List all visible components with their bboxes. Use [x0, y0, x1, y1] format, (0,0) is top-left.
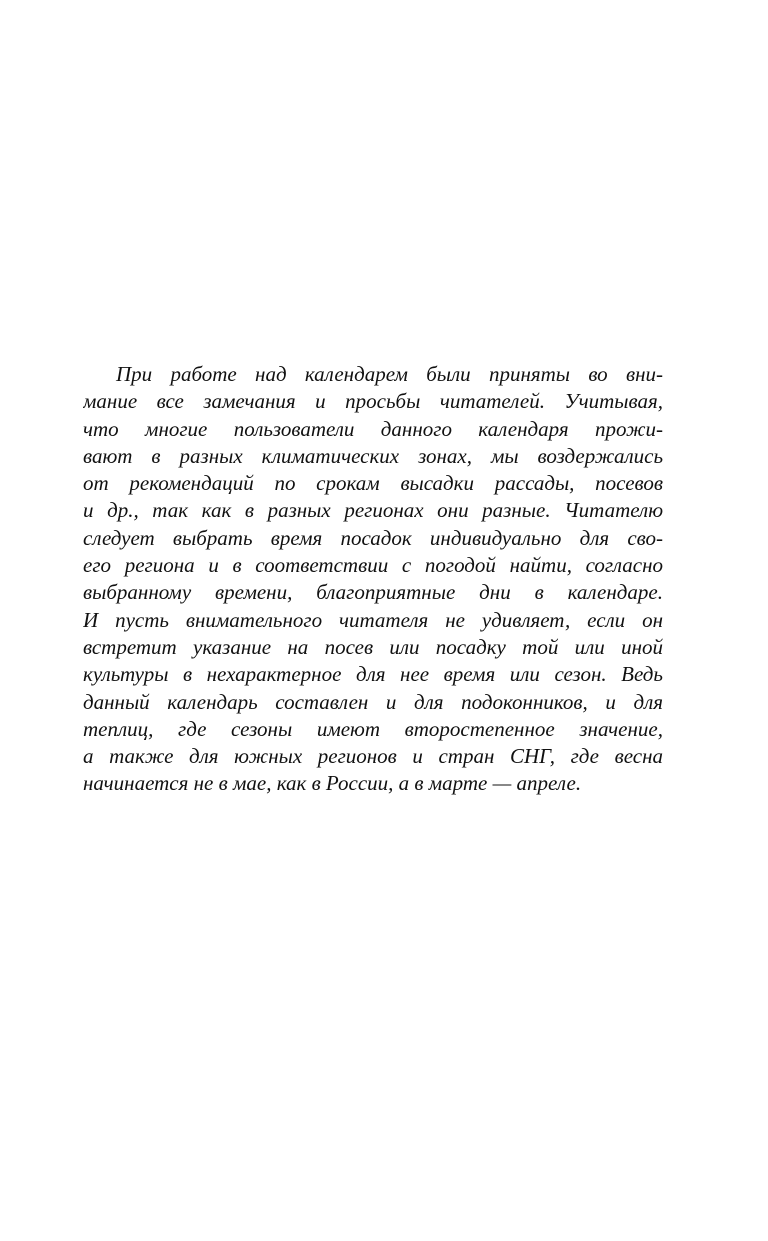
paragraph-line: начинается не в мае, как в России, а в марте — апреле. [83, 771, 582, 796]
paragraph-line: При работе над календарем были приняты во вни- [116, 362, 663, 386]
paragraph-line: выбранному времени, благоприятные дни в календаре. [83, 580, 663, 605]
paragraph-line: культуры в нехарактерное для нее время или сезон. Ведь [83, 662, 663, 687]
paragraph-line: мание все замечания и просьбы читателей. Учитывая, [83, 389, 663, 414]
paragraph-line: от рекомендаций по срокам высадки рассады, посевов [83, 471, 663, 496]
paragraph-line: а также для южных регионов и стран СНГ, где весна [83, 744, 663, 769]
paragraph-line: что многие пользователи данного календаря прожи- [83, 416, 663, 441]
paragraph-line: теплиц, где сезоны имеют второстепенное значение, [83, 716, 663, 741]
paragraph-line: вают в разных климатических зонах, мы воздержались [83, 443, 663, 468]
paragraph-line: данный календарь составлен и для подоконников, и для [83, 689, 663, 714]
paragraph-line: встретит указание на посев или посадку той или иной [83, 634, 663, 659]
paragraph-line: следует выбрать время посадок индивидуально для сво- [83, 525, 663, 550]
paragraph-line: его региона и в соответствии с погодой найти, согласно [83, 553, 663, 578]
paragraph-line: и др., так как в разных регионах они разные. Читателю [83, 498, 663, 523]
paragraph-line: И пусть внимательного читателя не удивляет, если он [83, 607, 663, 632]
paragraph [83, 361, 663, 798]
